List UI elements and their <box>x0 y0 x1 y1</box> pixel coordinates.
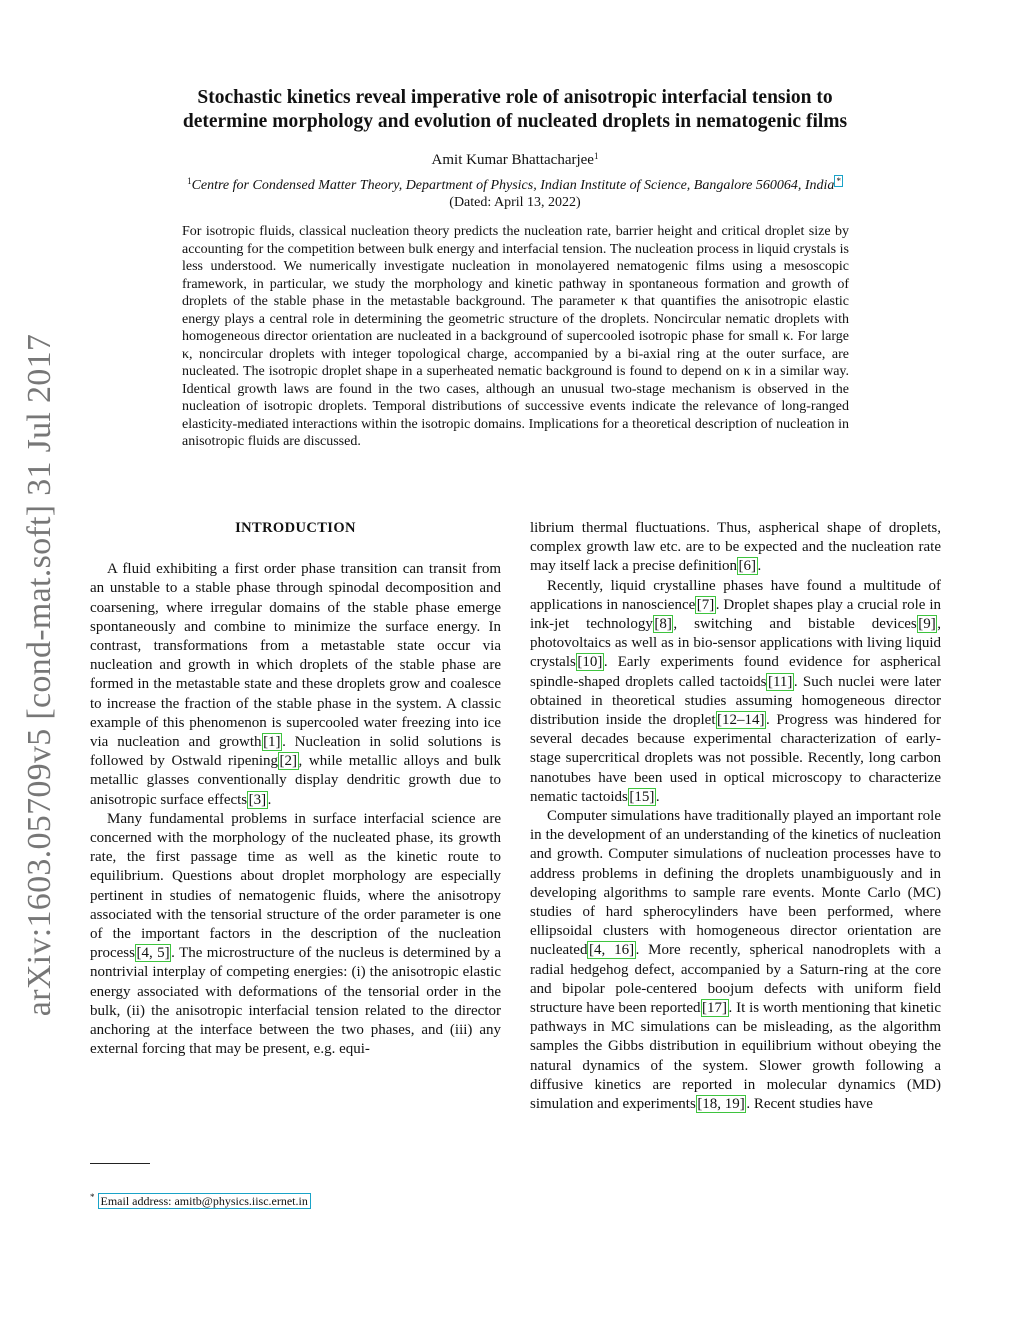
citation-link[interactable]: [17] <box>702 1000 728 1017</box>
citation-link[interactable]: [4, 5] <box>136 945 170 962</box>
title-line-1: Stochastic kinetics reveal imperative role of anisotropic interfacial tension to <box>197 87 833 108</box>
abstract: For isotropic fluids, classical nucleation theory predicts the nucleation rate, barrier height and critical droplet size by accounting for the competition between bulk energy and interfacial tension. The nucleation process in liquid crystals is less understood. We numerically investigate nucleation in monolayered nematogenic films using a mesoscopic framework, in particular, we study the morphology and kinetic pathway in spontaneous formation and growth of droplets of the stable phase in the metastable background. The parameter κ that quantifies the anisotropic elastic energy plays a central role in determining the geometric structure of the droplets. Noncircular nematic droplets with homogeneous director orientation are nucleated in a background of supercooled isotropic phase for small κ. For large κ, noncircular droplets with integer topological charge, accompanied by a bi-axial ring at the outer surface, are nucleated. The isotropic droplet shape in a superheated nematic background is found to depend on κ in a similar way. Identical growth laws are found in the two cases, although an unusual two-stage mechanism is observed in the nucleation of isotropic droplets. Temporal distributions of successive events indicate the relevance of long-ranged elasticity-mediated interactions within the isotropic domains. Implications for a theoretical description of nucleation in anisotropic fluids are discussed. <box>182 224 849 449</box>
arxiv-sidebar <box>14 330 66 1020</box>
footnote-rule <box>90 1163 150 1164</box>
footnote-link[interactable]: * <box>836 176 841 186</box>
email-link[interactable]: Email address: amitb@physics.iisc.ernet.in <box>98 1193 311 1209</box>
citation-link[interactable]: [2] <box>279 753 298 770</box>
right-column <box>530 519 941 1114</box>
affiliation-mark: 1 <box>187 176 192 186</box>
intro-paragraph-1: A fluid exhibiting a first order phase transition can transit from an unstable to a stable phase through spinodal decomposition and coarsening, where irregular domains of the stable phase emerge spontaneously and combine to minimize the surface energy. In contrast, transformations from a metastable state occur via nucleation and growth in which droplets of the stable phase are formed in the metastable state and these droplets grow and coalesce to increase the fraction of the stable phase in the system. A classic example of this phenomenon is supercooled water freezing into ice via nucleation and growth [1] . Nucleation in solid solutions is followed by Ostwald ripening [2] , while metallic alloys and bulk metallic glasses conventionally display dendritic growth due to anisotropic surface effects [3] . <box>90 561 501 808</box>
author-line <box>90 151 940 169</box>
author-name: Amit Kumar Bhattacharjee <box>431 152 594 168</box>
intro-paragraph-2-continued: librium thermal fluctuations. Thus, aspherical shape of droplets, complex growth law etc. are to be expected and the nucleation rate may itself lack a precise definition [6] . <box>530 520 941 575</box>
footnote-mark: * <box>90 1192 95 1202</box>
intro-paragraph-2: Many fundamental problems in surface interfacial science are concerned with the morphology of the nucleated phase, its growth rate, the first passage time as well as the kinetic route to equilibrium. Questions about droplet morphology are especially pertinent in studies of nematogenic fluids, where the anisotropy associated with the tensorial structure of the order parameter is one of the important factors in the description of the nucleation process [4, 5] . The microstructure of the nucleus is determined by a nontrivial interplay of competing energies: (i) the anisotropic elastic energy associated with deformations of the tensorial order in the bulk, (ii) the anisotropic interfacial tension related to the director anchoring at the interface between the two phases, and (iii) any external forcing that may be present, e.g. equi- <box>90 810 501 1058</box>
affiliation-text: Centre for Condensed Matter Theory, Department of Physics, Indian Institute of Science, Bangalore 560064, India <box>191 178 835 193</box>
citation-link[interactable]: [18, 19] <box>697 1096 745 1113</box>
citation-link[interactable]: [3] <box>248 791 267 808</box>
author-affiliation-mark: 1 <box>593 151 599 161</box>
footnote <box>90 1192 311 1209</box>
citation-link[interactable]: [11] <box>767 673 793 690</box>
affiliation-line <box>90 176 940 194</box>
dated-line: (Dated: April 13, 2022) <box>449 195 581 210</box>
citation-link[interactable]: [4, 16] <box>588 942 635 959</box>
title-line-2: determine morphology and evolution of nucleated droplets in nematogenic films <box>182 111 848 132</box>
intro-paragraph-3: Recently, liquid crystalline phases have found a multitude of applications in nanoscience [7] . Droplet shapes play a crucial role in ink-jet technology [8] , switching and bistable devices [9] , photovoltaics as well as in bio-sensor applications with living liquid crystals [10] . Early experiments found evidence for aspherical spindle-shaped droplets called tactoids [11] . Such nuclei were later obtained in theoretical studies assuming homogeneous director distribution inside the droplet [12–14] . Progress was hindered for several decades because experimental characterization of early-stage supercritical droplets was not possible. Recently, long carbon nanotubes have been used in optical microscopy to characterize nematic tactoids [15] . <box>530 577 941 805</box>
arxiv-identifier: arXiv:1603.05709v5 [cond-mat.soft] 31 Jul 2017 <box>21 333 59 1017</box>
section-heading: INTRODUCTION <box>235 520 356 536</box>
paper-title <box>90 86 940 134</box>
citation-link[interactable]: [7] <box>696 596 715 613</box>
citation-link[interactable]: [8] <box>654 616 672 633</box>
citation-link[interactable]: [6] <box>738 558 757 575</box>
citation-link[interactable]: [1] <box>263 734 281 751</box>
citation-link[interactable]: [9] <box>918 616 936 633</box>
citation-link[interactable]: [15] <box>629 788 655 805</box>
left-column <box>90 519 501 1059</box>
citation-link[interactable]: [10] <box>577 654 603 671</box>
intro-paragraph-4: Computer simulations have traditionally played an important role in the development of an understanding of the kinetics of nucleation and growth. Computer simulations of nucleation processes have to address problems in defining the droplets unambiguously and in developing algorithms to sample rare events. Monte Carlo (MC) studies of hard spherocylinders have been performed, where ellipsoidal clusters with homogeneous director orientation are nucleated [4, 16] . More recently, spherical nanodroplets with a radial hedgehog defect, accompanied by a Saturn-ring at the core and bipolar pole-centered boojum defects with uniform field structure have been reported [17] . It is worth mentioning that kinetic pathways in MC simulations can be misleading, as the algorithm samples the Gibbs distribution in equilibrium without obeying the natural dynamics of the system. Slower growth following a diffusive kinetics are reported in molecular dynamics (MD) simulation and experiments [18, 19] . Recent studies have <box>530 808 941 1113</box>
citation-link[interactable]: [12–14] <box>717 712 765 729</box>
